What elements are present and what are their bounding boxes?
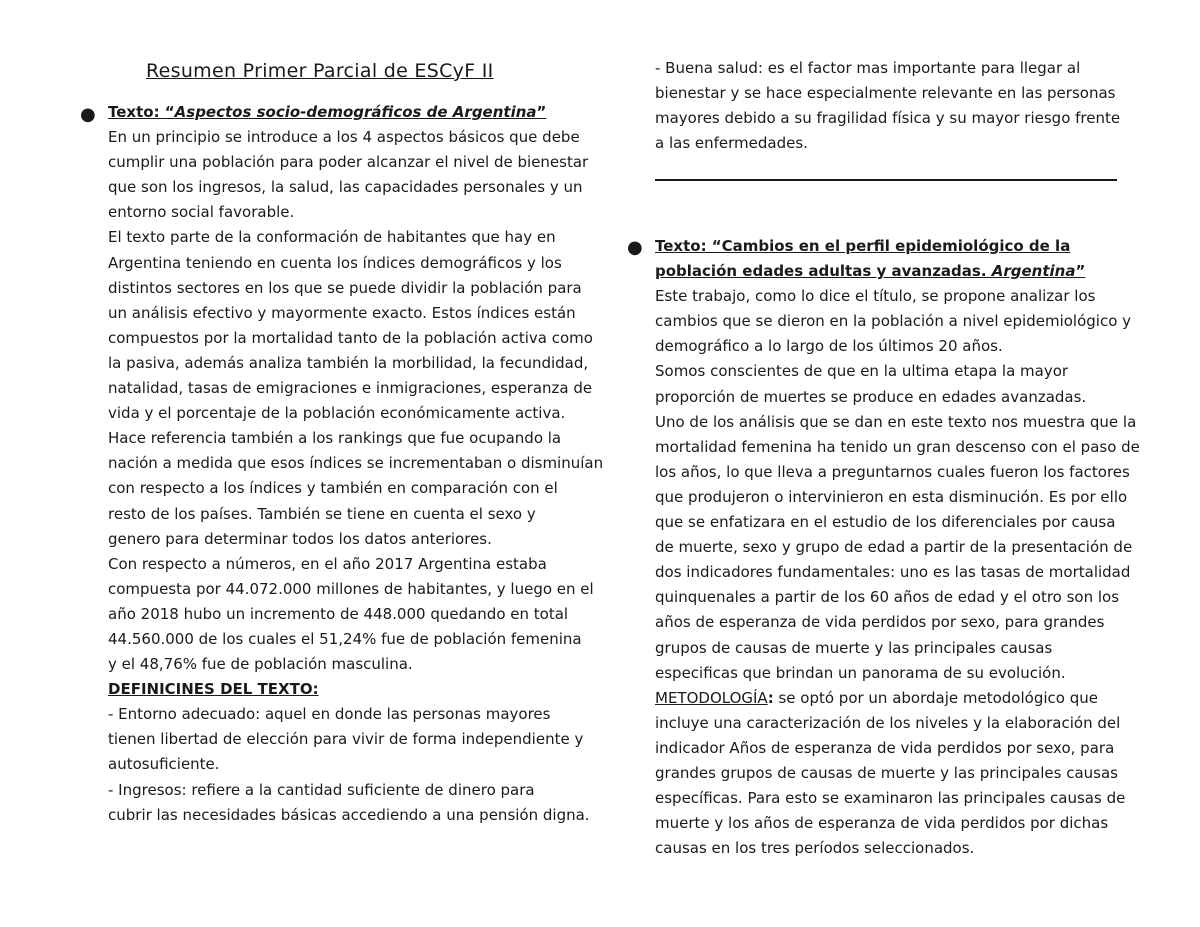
methodology-body xyxy=(655,711,1155,862)
body-text-line: vida y el porcentaje de la población económicamente activa. xyxy=(108,404,566,423)
body-text-line: los años, lo que lleva a preguntarnos cuales fueron los factores xyxy=(655,462,1130,481)
body-text-line: El texto parte de la conformación de habitantes que hay en xyxy=(108,228,556,247)
definitions-body xyxy=(108,702,608,827)
body-text-line: grupos de causas de muerte y las principales causas xyxy=(655,638,1053,657)
section-heading-cambios-line2: población edades adultas y avanzadas. Argentina” xyxy=(655,262,1086,281)
methodology-text-line: causas en los tres períodos seleccionados. xyxy=(655,839,975,858)
body-text-line: Argentina teniendo en cuenta los índices demográficos y los xyxy=(108,253,562,272)
body-text-line: entorno social favorable. xyxy=(108,203,295,222)
section-heading-cambios-line1: Texto: “Cambios en el perfil epidemiológico de la xyxy=(655,237,1071,255)
definitions-heading: DEFINICINES DEL TEXTO: xyxy=(108,680,319,699)
body-text-line: compuestos por la mortalidad tanto de la población activa como xyxy=(108,328,593,347)
body-text-line: bienestar y se hace especialmente relevante en las personas xyxy=(655,84,1116,103)
body-text-line: Uno de los análisis que se dan en este texto nos muestra que la xyxy=(655,412,1137,431)
body-text-line: mayores debido a su fragilidad física y su mayor riesgo frente xyxy=(655,109,1121,128)
body-text-line: proporción de muertes se produce en edades avanzadas. xyxy=(655,387,1087,406)
bullet-icon: ● xyxy=(627,237,643,258)
body-text-line: cumplir una población para poder alcanzar el nivel de bienestar xyxy=(108,153,589,172)
body-text-line: y el 48,76% fue de población masculina. xyxy=(108,655,413,674)
body-text-line: - Buena salud: es el factor mas importante para llegar al xyxy=(655,59,1081,77)
body-text-line: nación a medida que esos índices se incrementaban o disminuían xyxy=(108,454,604,473)
body-text-line: con respecto a los índices y también en comparación con el xyxy=(108,479,558,498)
body-text-line: En un principio se introduce a los 4 aspectos básicos que debe xyxy=(108,128,580,147)
body-text-line: cambios que se dieron en la población a nivel epidemiológico y xyxy=(655,312,1132,331)
body-text-line: 44.560.000 de los cuales el 51,24% fue de población femenina xyxy=(108,629,582,648)
methodology-label: METODOLOGÍA xyxy=(655,688,768,707)
body-text-line: resto de los países. También se tiene en cuenta el sexo y xyxy=(108,504,536,523)
definition-line: - Entorno adecuado: aquel en donde las personas mayores xyxy=(108,705,551,724)
body-text-line: mortalidad femenina ha tenido un gran descenso con el paso de xyxy=(655,437,1140,456)
definition-line: tienen libertad de elección para vivir de forma independiente y xyxy=(108,730,584,749)
methodology-text-line: indicador Años de esperanza de vida perdidos por sexo, para xyxy=(655,738,1115,757)
body-text-line: que son los ingresos, la salud, las capacidades personales y un xyxy=(108,178,583,197)
bullet-icon: ● xyxy=(80,104,96,125)
methodology-text-line: incluye una caracterización de los niveles y la elaboración del xyxy=(655,713,1121,732)
body-text-line: de muerte, sexo y grupo de edad a partir de la presentación de xyxy=(655,538,1133,557)
page-title: Resumen Primer Parcial de ESCyF II xyxy=(146,60,494,82)
definition-line: cubrir las necesidades básicas accediendo a una pensión digna. xyxy=(108,805,590,824)
body-text-line: año 2018 hubo un incremento de 448.000 quedando en total xyxy=(108,604,569,623)
right-column xyxy=(655,234,1155,861)
body-text-line: años de esperanza de vida perdidos por sexo, para grandes xyxy=(655,613,1105,632)
methodology-text-line: muerte y los años de esperanza de vida perdidos por dichas xyxy=(655,814,1109,833)
methodology-text-line: grandes grupos de causas de muerte y las principales causas xyxy=(655,763,1118,782)
body-text-line: que se enfatizara en el estudio de los diferenciales por causa xyxy=(655,513,1116,532)
body-text-line: dos indicadores fundamentales: uno es las tasas de mortalidad xyxy=(655,563,1131,582)
section-divider xyxy=(655,179,1117,181)
body-text-line: que produjeron o intervinieron en esta disminución. Es por ello xyxy=(655,487,1128,506)
body-text-line: Hace referencia también a los rankings que fue ocupando la xyxy=(108,429,562,448)
section-body-cambios xyxy=(655,284,1155,686)
definition-line: autosuficiente. xyxy=(108,755,220,774)
methodology-text-line: específicas. Para esto se examinaron las principales causas de xyxy=(655,789,1126,808)
body-text-line: natalidad, tasas de emigraciones e inmigraciones, esperanza de xyxy=(108,379,593,398)
body-text-line: Este trabajo, como lo dice el título, se propone analizar los xyxy=(655,287,1096,306)
methodology-line: METODOLOGÍA: se optó por un abordaje metodológico que xyxy=(655,688,1098,707)
body-text-line: distintos sectores en los que se puede dividir la población para xyxy=(108,278,582,297)
body-text-line: genero para determinar todos los datos anteriores. xyxy=(108,529,492,548)
body-text-line: Con respecto a números, en el año 2017 Argentina estaba xyxy=(108,554,547,573)
section-body-aspectos xyxy=(108,125,608,677)
body-text-line: un análisis efectivo y mayormente exacto. Estos índices están xyxy=(108,303,576,322)
section-heading-aspectos: Texto: “Aspectos socio-demográficos de Argentina” xyxy=(108,103,547,121)
left-column xyxy=(108,100,608,828)
definition-line: - Ingresos: refiere a la cantidad suficiente de dinero para xyxy=(108,780,535,799)
body-text-line: la pasiva, además analiza también la morbilidad, la fecundidad, xyxy=(108,353,589,372)
body-text-line: a las enfermedades. xyxy=(655,134,808,153)
body-text-line: quinquenales a partir de los 60 años de edad y el otro son los xyxy=(655,588,1120,607)
body-text-line: demográfico a lo largo de los últimos 20 años. xyxy=(655,337,1003,356)
right-column-continuation xyxy=(655,56,1155,156)
body-text-line: Somos conscientes de que en la ultima etapa la mayor xyxy=(655,362,1069,381)
body-text-line: especificas que brindan un panorama de su evolución. xyxy=(655,663,1066,682)
body-text-line: compuesta por 44.072.000 millones de habitantes, y luego en el xyxy=(108,579,594,598)
